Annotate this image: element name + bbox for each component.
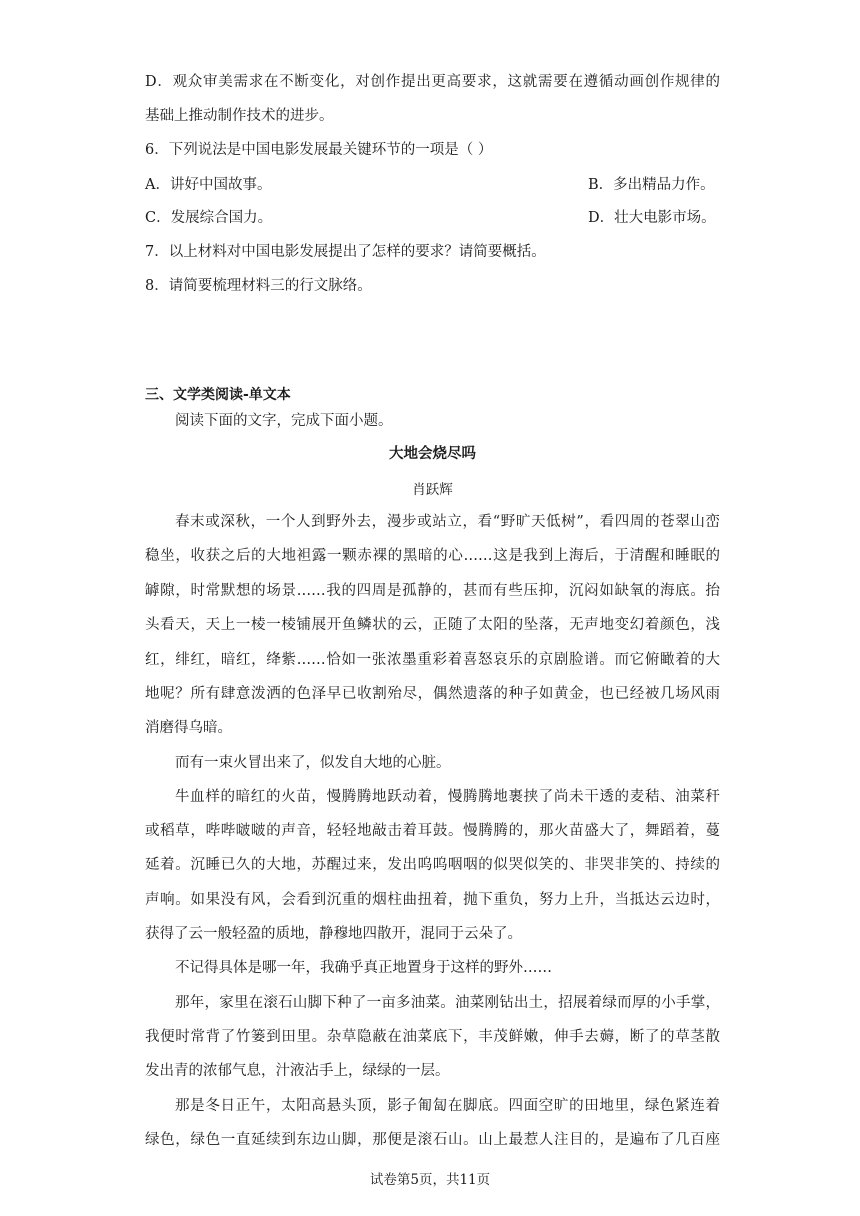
section-heading: 三、文学类阅读-单文本 [145,387,291,403]
page-footer: 试卷第5页，共11页 [369,1172,491,1188]
body-line: 牛血样的暗红的火苗，慢腾腾地跃动着，慢腾腾地裹挟了尚未干透的麦秸、油菜秆 [175,789,720,805]
option-d-line-1: D．观众审美需求在不断变化，对创作提出更高要求，这就需要在遵循动画创作规律的 [145,74,720,90]
option-c: C．发展综合国力。 [145,210,273,226]
reading-instruction: 阅读下面的文字，完成下面小题。 [175,413,393,429]
body-line: 头看天，天上一棱一棱铺展开鱼鳞状的云，正随了太阳的坠落，无声地变幻着颜色，浅 [145,617,720,633]
body-line: 而有一束火冒出来了，似发自大地的心脏。 [175,755,451,771]
question-8: 8．请简要梳理材料三的行文脉络。 [145,278,372,294]
question-6-options-row-2 [145,208,720,228]
body-line: 稳坐，收获之后的大地袒露一颗赤裸的黑暗的心……这是我到上海后，于清醒和睡眠的 [145,548,720,564]
option-b: B．多出精品力作。 [588,177,715,193]
body-line: 红，绯红，暗红，绛紫……恰如一张浓墨重彩着喜怒哀乐的京剧脸谱。而它俯瞰着的大 [145,652,720,668]
body-line: 或稻草，哔哔啵啵的声音，轻轻地敲击着耳鼓。慢腾腾的，那火苗盛大了，舞蹈着，蔓 [145,823,720,839]
option-a: A．讲好中国故事。 [145,177,272,193]
body-line: 春末或深秋，一个人到野外去，漫步或站立，看“野旷天低树”，看四周的苍翠山峦 [175,514,720,530]
body-line: 绿色，绿色一直延续到东边山脚，那便是滚石山。山上最惹人注目的，是遍布了几百座 [145,1132,720,1148]
question-7: 7．以上材料对中国电影发展提出了怎样的要求？请简要概括。 [145,244,546,260]
body-line: 那年，家里在滚石山脚下种了一亩多油菜。油菜刚钻出土，招展着绿而厚的小手掌， [175,995,720,1011]
article-title: 大地会烧尽吗 [389,445,476,462]
body-line: 我便时常背了竹篓到田里。杂草隐蔽在油菜底下，丰茂鲜嫩，伸手去薅，断了的草茎散 [145,1029,720,1045]
option-d: D．壮大电影市场。 [588,210,716,226]
body-line: 消磨得乌暗。 [145,720,232,736]
body-line: 声响。如果没有风，会看到沉重的烟柱曲扭着，抛下重负，努力上升，当抵达云边时， [145,892,720,908]
body-line: 延着。沉睡已久的大地，苏醒过来，发出呜呜咽咽的似哭似笑的、非哭非笑的、持续的 [145,857,720,873]
question-6-options-row-1 [145,175,720,195]
body-line: 罅隙，时常默想的场景……我的四周是孤静的，甚而有些压抑，沉闷如缺氧的海底。抬 [145,583,720,599]
option-d-line-2: 基础上推动制作技术的进步。 [145,108,334,124]
article-author: 肖跃辉 [412,482,453,498]
question-6-stem: 6．下列说法是中国电影发展最关键环节的一项是（ ） [145,142,493,158]
body-line: 地呢？所有肆意泼洒的色泽早已收割殆尽，偶然遗落的种子如黄金，也已经被几场风雨 [145,686,720,702]
body-line: 获得了云一般轻盈的质地，静穆地四散开，混同于云朵了。 [145,926,522,942]
body-line: 不记得具体是哪一年，我确乎真正地置身于这样的野外…… [175,960,552,976]
body-line: 那是冬日正午，太阳高悬头顶，影子匍匐在脚底。四面空旷的田地里，绿色紧连着 [175,1098,720,1114]
body-line: 发出青的浓郁气息，汁液沾手上，绿绿的一层。 [145,1063,450,1079]
